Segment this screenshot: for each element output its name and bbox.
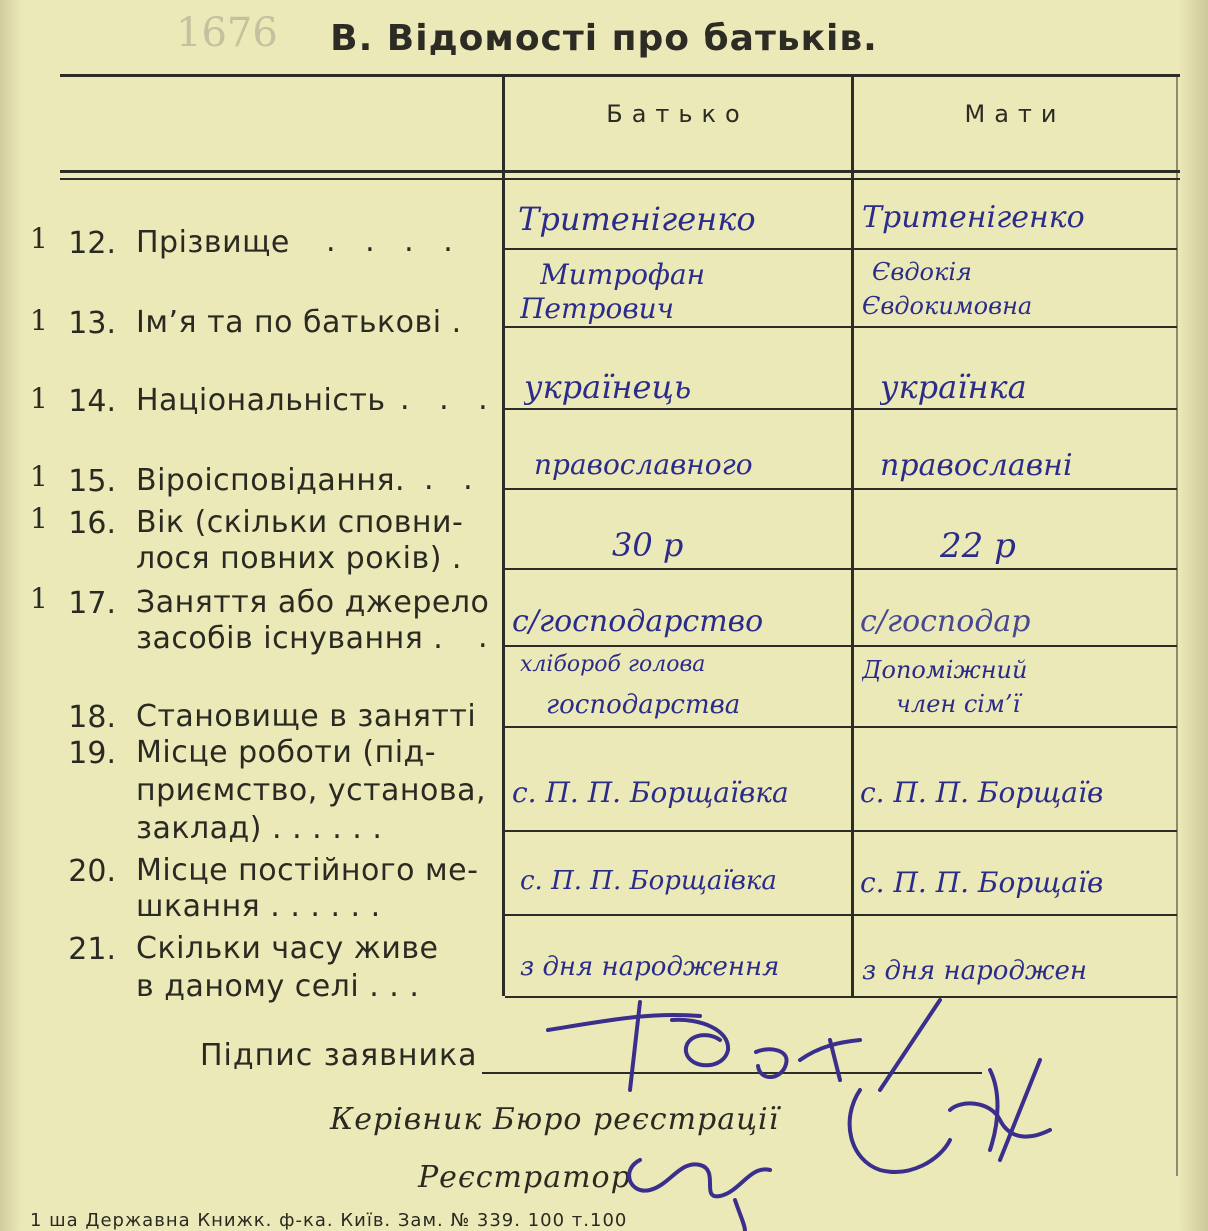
row-label: в даному селі . . .	[136, 969, 420, 1004]
father-position-line-1: хлібороб голова	[520, 652, 706, 677]
row-label: заклад) . . . . . .	[136, 811, 383, 846]
mother-position-line-2: член сім’ї	[896, 690, 1021, 718]
father-name-line-1: Митрофан	[540, 258, 706, 291]
mother-age: 22 р	[940, 526, 1016, 566]
father-age: 30 р	[612, 526, 684, 564]
father-occupation: с/господарство	[512, 604, 764, 639]
row-number: 20.	[68, 854, 116, 889]
father-residence: с. П. П. Борщаївка	[520, 866, 777, 896]
form-title: В. Відомості про батьків.	[330, 18, 878, 59]
row-label: Вік (скільки сповни-	[136, 505, 464, 540]
row-number: 14.	[68, 384, 116, 419]
mother-residence: с. П. П. Борщаїв	[860, 866, 1104, 899]
margin-mark: 1	[30, 582, 48, 615]
row-label: Становище в занятті	[136, 699, 477, 734]
row-leader-dots: .	[478, 620, 498, 655]
row-label: Ім’я та по батькові .	[136, 305, 462, 340]
row-label: Місце роботи (під-	[136, 735, 437, 770]
applicant-signature-label: Підпис заявника	[200, 1038, 478, 1073]
row-leader-dots: . . .	[400, 382, 498, 417]
row-label: шкання . . . . . .	[136, 889, 381, 924]
mother-occupation: с/господар	[860, 604, 1031, 639]
row-leader-dots: . .	[424, 462, 483, 497]
row-label: засобів існування .	[136, 621, 444, 656]
row-number: 17.	[68, 586, 116, 621]
margin-mark: 1	[30, 222, 48, 255]
margin-mark: 1	[30, 304, 48, 337]
row-label: лося повних років) .	[136, 541, 462, 576]
registrar-signature	[629, 1160, 770, 1231]
row-number: 18.	[68, 700, 116, 735]
mother-workplace: с. П. П. Борщаїв	[860, 776, 1104, 809]
row-label: Національність	[136, 383, 386, 418]
margin-mark: 1	[30, 460, 48, 493]
row-label: Скільки часу живе	[136, 931, 439, 966]
father-position-line-2: господарства	[546, 690, 741, 720]
column-header-mother: Мати	[964, 100, 1066, 128]
registrar-label: Реєстратор	[418, 1160, 631, 1195]
father-nationality: українець	[524, 368, 692, 406]
pencil-note: 1676	[176, 10, 278, 56]
mother-surname: Тритенігенко	[862, 200, 1085, 235]
father-religion: православного	[534, 448, 753, 481]
father-residence-duration: з дня народження	[520, 952, 780, 982]
margin-mark: 1	[30, 502, 48, 535]
row-label: Віроісповідання.	[136, 463, 406, 498]
row-number: 19.	[68, 736, 116, 771]
column-header-father: Батько	[606, 100, 749, 128]
applicant-signature	[548, 1002, 860, 1090]
row-number: 12.	[68, 226, 116, 261]
mother-name-line-2: Євдокимовна	[862, 292, 1033, 320]
mother-nationality: українка	[880, 368, 1027, 406]
father-name-line-2: Петрович	[520, 292, 675, 325]
father-surname: Тритенігенко	[518, 200, 756, 238]
row-label: приємство, установа,	[136, 773, 487, 808]
father-workplace: с. П. П. Борщаївка	[512, 776, 789, 809]
row-leader-dots: . . . .	[326, 224, 463, 259]
row-label: Місце постійного ме-	[136, 853, 479, 888]
bureau-head-signature	[850, 1000, 1050, 1172]
mother-residence-duration: з дня народжен	[862, 956, 1087, 986]
row-number: 13.	[68, 306, 116, 341]
margin-mark: 1	[30, 382, 48, 415]
mother-position-line-1: Допоміжний	[862, 656, 1028, 684]
row-number: 15.	[68, 464, 116, 499]
bureau-head-label: Керівник Бюро реєстрації	[330, 1102, 780, 1137]
mother-name-line-1: Євдокія	[872, 258, 972, 286]
printer-footer: 1 ша Державна Книжк. ф-ка. Київ. Зам. № 339. 100 т.100	[30, 1210, 628, 1231]
row-label: Прізвище	[136, 225, 290, 260]
mother-religion: православні	[880, 448, 1073, 483]
row-label: Заняття або джерело	[136, 585, 490, 620]
row-number: 16.	[68, 506, 116, 541]
row-number: 21.	[68, 932, 116, 967]
